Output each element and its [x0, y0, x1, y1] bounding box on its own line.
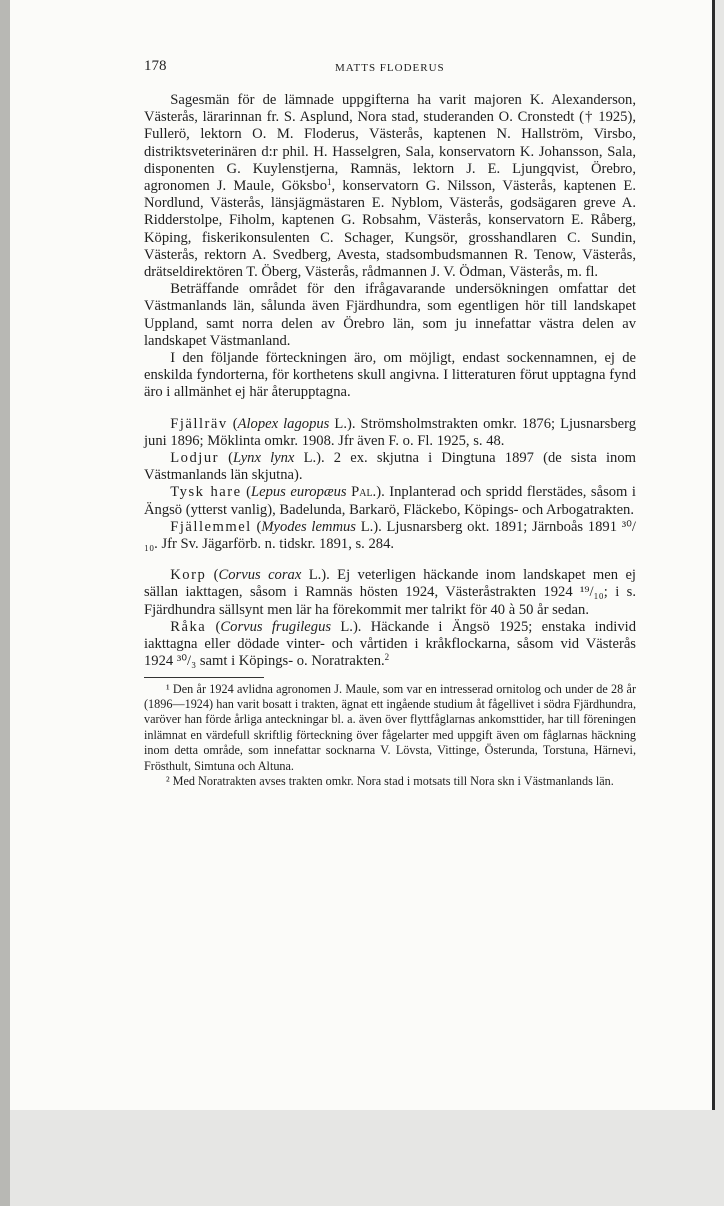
page-header — [10, 58, 712, 80]
running-head: MATTS FLODERUS — [335, 62, 445, 74]
footnote: ¹ Den år 1924 avlidna agronomen J. Maule, som var en intresserad ornitolog och under de 28 år (1896—1924) han varit bosatt i trakten, ägnat ett ingående studium åt fågellivet i södra Fjärdhundra, varöver han förde årliga anteckningar bl. a. även över flyttfåglarnas ankomsttider, har till föreningen inlämnat en värdefull skriftlig förteckning över fågelarter med uppgift även om fåglarnas häckning inom detta område, som innefattar socknarna V. Lövsta, Vittinge, Österunda, Torstuna, Härnevi, Frösthult, Simtuna och Altuna. — [144, 681, 636, 773]
intro-paragraph: I den följande förteckningen äro, om möjligt, endast sockennamnen, ej de enskilda fyndorterna, för korthetens skull angivna. I litteraturen förut upptagna fynd äro i allmänhet ej här återupptagna. — [144, 350, 636, 401]
species-name: Korp — [170, 567, 207, 584]
footnote: ² Med Noratrakten avses trakten omkr. Nora stad i motsats till Nora skn i Västmanlands län. — [165, 773, 614, 788]
species-entry: Råka (Corvus frugilegus L.). Häckande i Ängsö 1925; enstaka individ iakttagna eller dödade vinter- och vårtiden i kråkflockarna, såsom vid Västerås 1924 ³⁰/₃ samt i Köpings- o. Noratrakten.$^2$ — [144, 618, 637, 670]
species-name: Lodjur — [170, 450, 219, 467]
species-name: Tysk hare — [170, 484, 242, 501]
species-name: Fjällemmel — [170, 518, 252, 535]
intro-paragraph: Sagesmän för de lämnade uppgifterna ha varit majoren K. Alexanderson, Västerås, lärarinnan fr. S. Asplund, Nora stad, studeranden O. Cronstedt († 1925), Fullerö, lektorn O. M. Floderus, Västerås, kaptenen N. Hallström, Virsbo, distriktsveterinären d:r phil. H. Hasselgren, Sala, konservatorn K. Johansson, Sala, disponenten G. Kuylenstjerna, Ramnäs, lektorn J. E. Ljungqvist, Örebro, agronomen J. Maule, Göksbo$^1$, konservatorn G. Nilsson, Västerås, kaptenen E. Nordlund, Västerås, länsjägmästaren E. Nyblom, Västerås, godsägaren greve A. Ridderstolpe, Fiholm, kaptenen G. Robsahm, Västerås, konservatorn E. Råberg, Köping, fiskerikonsulenten C. Schager, Kungsör, grosshandlaren C. Sundin, Västerås, rektorn A. Svedberg, Avesta, stadsombudsmannen R. Tenow, Västerås, drätseldirektören T. Öberg, Västerås, rådmannen J. V. Ödman, Västerås, m. fl. — [144, 92, 636, 281]
book-page — [10, 0, 715, 1110]
footnote-rule — [144, 677, 264, 678]
latin-name: Corvus corax — [218, 567, 302, 584]
latin-name: Alopex lagopus — [237, 415, 330, 432]
body-text — [144, 92, 636, 789]
latin-name: Corvus frugilegus — [220, 618, 332, 635]
species-entry: Fjällräv (Alopex lagopus L.). Strömsholmstrakten omkr. 1876; Ljusnarsberg juni 1896; Möklinta omkr. 1908. Jfr även F. o. Fl. 1925, s. 48. — [144, 415, 637, 449]
latin-name: Lynx lynx — [233, 450, 295, 467]
species-entry: Tysk hare (Lepus europæus Pal.). Inplanterad och spridd flerstädes, såsom i Ängsö (ytterst vanlig), Badelunda, Barkarö, Fläckebo, Köpings- och Arbogatrakten. — [144, 484, 636, 518]
page-edge — [0, 0, 10, 1206]
species-entry: Lodjur (Lynx lynx L.). 2 ex. skjutna i Dingtuna 1897 (de sista inom Västmanlands län skjutna). — [144, 450, 636, 484]
latin-name: Myodes lemmus — [261, 518, 356, 535]
species-entry: Korp (Corvus corax L.). Ej veterligen häckande inom landskapet men ej sällan iakttagen, såsom i Ramnäs hösten 1924, Västeråstrakten 1924 ¹⁹/₁₀; i s. Fjärdhundra sällsynt men lär ha förekommit mer talrikt för 40 à 50 år sedan. — [144, 567, 636, 618]
latin-name: Lepus europæus — [250, 484, 347, 501]
species-name: Fjällräv — [170, 415, 228, 432]
intro-paragraph: Beträffande området för den ifrågavarande undersökningen omfattar det Västmanlands län, sålunda även Fjärdhundra, som egentligen hör till landskapet Uppland, samt norra delen av Örebro län, som ju innefattar västra delen av landskapet Västmanland. — [144, 281, 636, 349]
page-number: 178 — [144, 58, 167, 74]
species-entry: Fjällemmel (Myodes lemmus L.). Ljusnarsberg okt. 1891; Järnboås 1891 ³⁰/₁₀. Jfr Sv. Jägarförb. n. tidskr. 1891, s. 284. — [144, 518, 636, 553]
species-name: Råka — [170, 618, 207, 635]
